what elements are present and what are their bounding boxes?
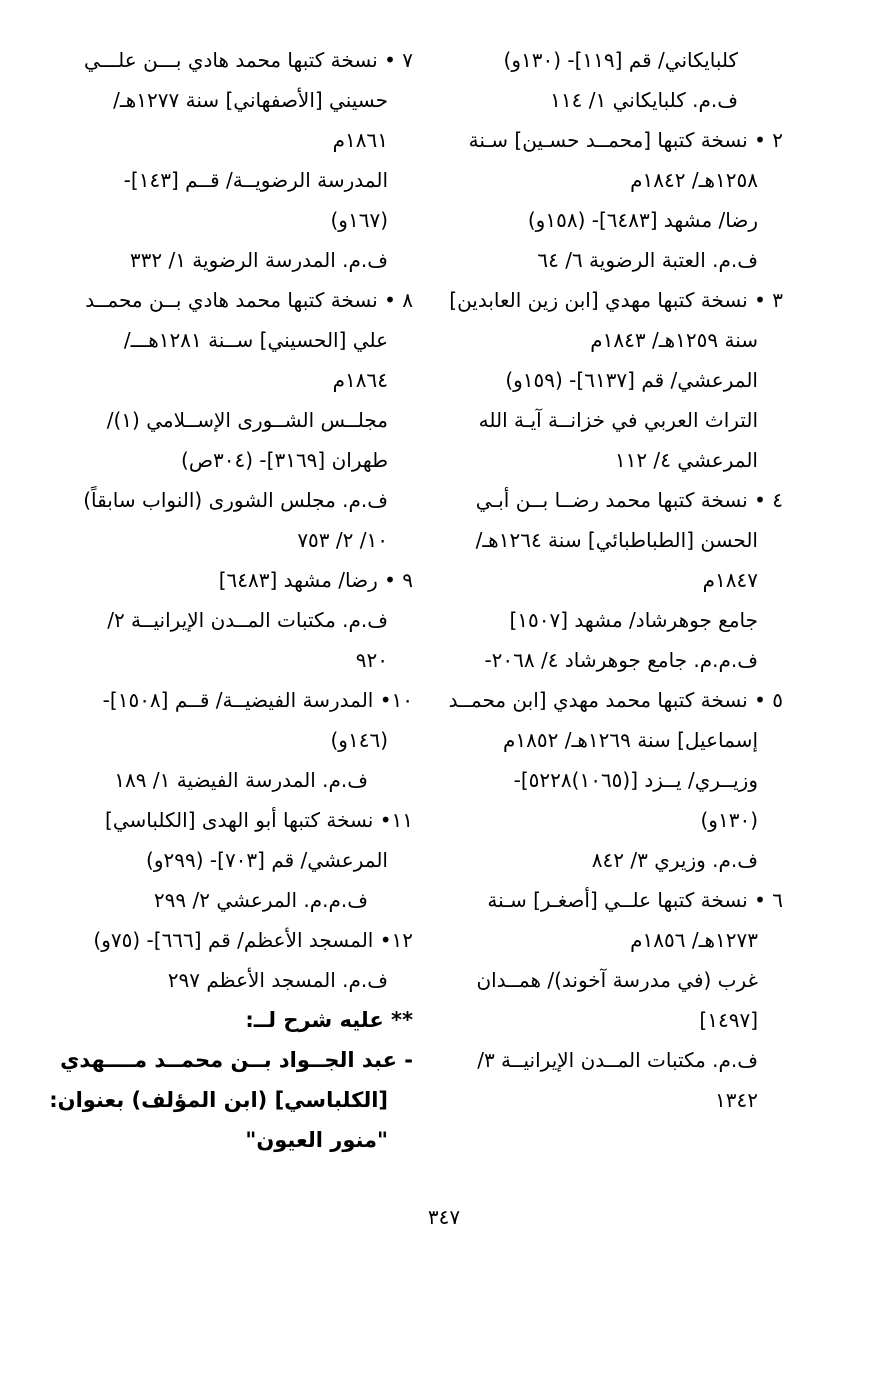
text-line: ١٠• المدرسة الفيضيــة/ قــم [١٥٠٨]- (102, 688, 413, 712)
text-line: (١٤٦و) (330, 728, 388, 752)
text-line: ١٨٦١م (332, 128, 388, 152)
text-line: وزيــري/ يــزد [(١٠٦٥)٥٢٢٨]- (513, 768, 758, 792)
text-line: التراث العربي في خزانــة آيـة الله (478, 408, 758, 432)
text-line: كلبايكاني/ قم [١١٩]- (١٣٠و) (503, 48, 738, 72)
text-line: ف.م. المسجد الأعظم ٢٩٧ (167, 968, 388, 992)
text-line: [الكلباسي] (ابن المؤلف) بعنوان: (49, 1088, 388, 1112)
text-line: مجلــس الشــورى الإســلامي (١)/ (106, 408, 388, 432)
text-line: ف.م.م. المرعشي ٢/ ٢٩٩ (153, 888, 368, 912)
text-line: غرب (في مدرسة آخوند)/ همــدان (476, 968, 758, 992)
text-line: طهران [٣١٦٩]- (٣٠٤ص) (181, 448, 388, 472)
text-line: (١٣٠و) (700, 808, 758, 832)
text-line: ١٨٦٤م (332, 368, 388, 392)
text-line: ١٠/ ٢/ ٧٥٣ (297, 528, 388, 552)
text-line: ١٣٤٢ (715, 1088, 758, 1112)
page-number: ٣٤٧ (427, 1205, 461, 1229)
text-line: إسماعيل] سنة ١٢٦٩هـ/ ١٨٥٢م (503, 728, 758, 752)
text-line: ٨ • نسخة كتبها محمد هادي بــن محمــد (85, 288, 413, 312)
text-line: ٥ • نسخة كتبها محمد مهدي [ابن محمــد (448, 688, 783, 712)
text-line: ١٢٧٣هـ/ ١٨٥٦م (630, 928, 758, 952)
text-line: الحسن [الطباطبائي] سنة ١٢٦٤هـ/ (475, 528, 758, 552)
text-line: ١٢٥٨هـ/ ١٨٤٢م (630, 168, 758, 192)
text-line: ١١• نسخة كتبها أبو الهدى [الكلباسي] (105, 808, 413, 832)
text-line: ١٢• المسجد الأعظم/ قم [٦٦٦]- (٧٥و) (93, 928, 413, 952)
text-line: ٢ • نسخة كتبها [محمــد حسـين] سـنة (468, 128, 783, 152)
text-line: ف.م. مجلس الشورى (النواب سابقاً) (83, 488, 388, 512)
text-line: ٩٢٠ (355, 648, 388, 672)
left-column (49, 40, 413, 1160)
text-line: ٧ • نسخة كتبها محمد هادي بـــن علـــي (83, 48, 413, 72)
text-line: ١٨٤٧م (702, 568, 758, 592)
text-line: ف.م. وزيري ٣/ ٨٤٢ (591, 848, 758, 872)
text-line: رضا/ مشهد [٦٤٨٣]- (١٥٨و) (527, 208, 758, 232)
text-line: ف.م. المدرسة الفيضية ١/ ١٨٩ (114, 768, 368, 792)
text-line: ف.م.م. جامع جوهرشاد ٤/ ٢٠٦٨- (484, 648, 758, 672)
text-line: "منور العيون" (245, 1128, 388, 1152)
text-line: ف.م. مكتبات المــدن الإيرانيــة ٢/ (107, 608, 388, 632)
text-line: حسيني [الأصفهاني] سنة ١٢٧٧هـ/ (113, 88, 388, 112)
text-line: ف.م. العتبة الرضوية ٦/ ٦٤ (537, 248, 758, 272)
text-line: ف.م. مكتبات المــدن الإيرانيــة ٣/ (477, 1048, 758, 1072)
text-line: [١٤٩٧] (699, 1008, 758, 1032)
text-line: علي [الحسيني] ســنة ١٢٨١هـــ/ (123, 328, 388, 352)
text-line: ف.م. المدرسة الرضوية ١/ ٣٣٢ (129, 248, 388, 272)
text-line: المرعشي/ قم [٧٠٣]- (٢٩٩و) (146, 848, 388, 872)
text-line: ٣ • نسخة كتبها مهدي [ابن زين العابدين] (449, 288, 783, 312)
right-column (448, 40, 783, 1120)
text-line: المدرسة الرضويــة/ قــم [١٤٣]- (123, 168, 388, 192)
text-line: ٤ • نسخة كتبها محمد رضــا بــن أبـي (475, 488, 783, 512)
text-line: ٦ • نسخة كتبها علــي [أصغـر] سـنة (487, 888, 783, 912)
text-line: سنة ١٢٥٩هـ/ ١٨٤٣م (590, 328, 758, 352)
text-line: المرعشي ٤/ ١١٢ (614, 448, 758, 472)
text-line: ** عليه شرح لــ: (245, 1008, 413, 1032)
text-line: ٩ • رضا/ مشهد [٦٤٨٣] (218, 568, 413, 592)
text-line: - عبد الجــواد بــن محمــد مــــهدي (60, 1048, 413, 1072)
text-line: ف.م. كلبايكاني ١/ ١١٤ (550, 88, 738, 112)
text-line: جامع جوهرشاد/ مشهد [١٥٠٧] (509, 608, 758, 632)
text-line: المرعشي/ قم [٦١٣٧]- (١٥٩و) (505, 368, 758, 392)
text-line: (١٦٧و) (330, 208, 388, 232)
